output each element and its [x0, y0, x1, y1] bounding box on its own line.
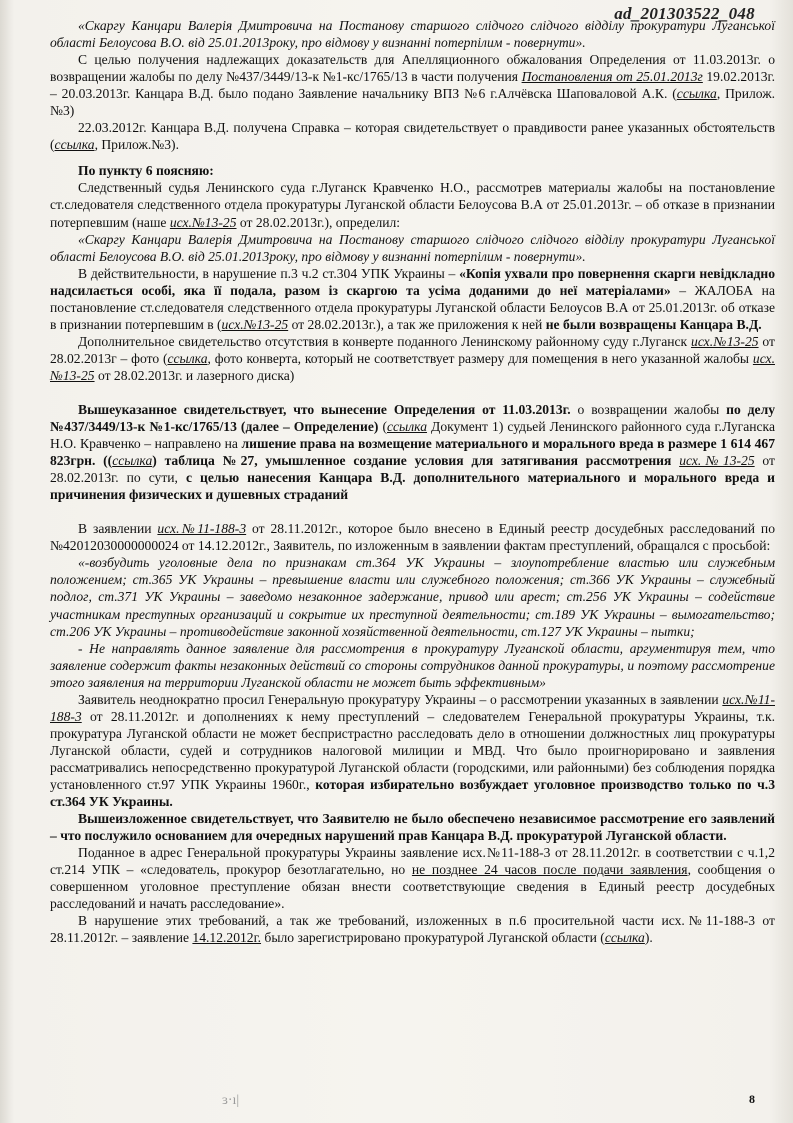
paragraph-statement-request: В заявлении исх.№11-188-3 от 28.11.2012г., которое было внесено в Единый реестр досудебных расследований по №42012030000000024 от 14.12.2012г., Заявитель, по изложенным в заявлении фактам преступлений, обращался с просьбой: — [50, 521, 776, 554]
quote-ukrainian-ruling: «Скаргу Канцари Валерія Дмитровича на Постанову старшого слідчого слідчого відділу прокуратури Луганської області Белоусова В.О. від 25.01.2013року, про відмову у визнанні потерпілим - повернути». — [50, 231, 775, 264]
outgoing-number-link[interactable]: исх.№13-25 — [221, 316, 289, 332]
quote-ukrainian: «Скаргу Канцари Валерія Дмитровича на Постанову старшого слідчого слідчого відділу прокуратури Луганської області Белоусова В.О. від 25.01.2013року, про відмову у визнанні потерпілим - повернути». — [50, 18, 775, 51]
outgoing-number-link[interactable]: исх.№11-188-3 — [157, 521, 247, 537]
outgoing-number-link[interactable]: исх.№13-25 — [50, 350, 775, 383]
quote-do-not-forward: - Не направлять данное заявление для рассмотрения в прокуратуру Луганской области, аргументируя тем, что заявление содержит факты незаконных действий со стороны сотрудников данной прокуратуры, и поэтому рассмотрение этого заявления на территории Луганской области не может быть эффективным» — [50, 640, 775, 690]
paragraph-appeal-evidence: С целью получения надлежащих доказательств для Апелляционного обжалования Определения от 11.03.2013г. о возвращении жалобы по делу №437/3449/13-к №1-кс/1765/13 в части получения Постановления от 25.01.2013г 19.02.2013г. – 20.03.2013г. Канцара В.Д. было подано Заявление начальнику ВПЗ №6 г.Алчёвска Шаповаловой А.К. (ссылка, Прилож.№3) — [50, 52, 776, 119]
paragraph-investigating-judge: Следственный судья Ленинского суда г.Луганск Кравченко Н.О., рассмотрев материалы жалобы на постановление ст.следователя следственного отдела прокуратуры Луганской области Белоусова В.А от 25.01.2013г. – об отказе в признании потерпевшим (наше исх.№13-25 от 28.02.2013г.), определил: — [50, 180, 775, 230]
section-heading-point-6: По пункту 6 поясняю: — [78, 163, 214, 179]
outgoing-number-link[interactable]: исх.№11-188-3 — [50, 691, 775, 724]
paragraph-conclusion-independence: Вышеизложенное свидетельствует, что Заявителю не было обеспечено независимое рассмотрение его заявлений – что послужило основанием для очередных нарушений прав Канцара В.Д. прокуратурой Луганской области. — [50, 811, 775, 844]
document-body — [50, 17, 775, 946]
reference-link[interactable]: ссылка — [604, 930, 645, 946]
reference-link[interactable]: ссылка — [676, 86, 717, 102]
resolution-link-text: Постановления от 25.01.2013г — [521, 69, 703, 85]
outgoing-number-link[interactable]: исх.№13-25 — [691, 333, 759, 349]
outgoing-number-link[interactable]: исх.№13-25 — [679, 453, 755, 469]
paragraph-conclusion-ruling: Вышеуказанное свидетельствует, что вынесение Определения от 11.03.2013г. о возвращении жалобы по делу №437/3449/13-к №1-кс/1765/13 (далее – Определение) (ссылка Документ 1) судьей Ленинского районного суда г.Луганска Н.О. Кравченко – направлено на лишение права на возмещение материального и морального вреда в размере 1 614 467 823грн. ((ссылка) таблица №27, умышленное создание условия для затягивания рассмотрения исх.№13-25 от 28.02.2013г. по сути, с целью нанесения Канцара В.Д. дополнительного материального и морального вреда и причинения физических и душевных страданий — [50, 401, 775, 503]
paragraph-registration-violation: В нарушение этих требований, а так же требований, изложенных в п.6 просительной части исх.№11-188-3 от 28.11.2012г. – заявление 14.12.2012г. было зарегистрировано прокуратурой Луганской области (ссылка). — [50, 913, 775, 946]
paragraph-certificate: 22.03.2012г. Канцара В.Д. получена Справка – которая свидетельствует о правдивости ранее указанных обстоятельств (ссылка, Прилож.№3). — [50, 120, 775, 153]
paragraph-general-prosecutor: Заявитель неоднократно просил Генеральную прокуратуру Украины – о рассмотрении указанных в заявлении исх.№11-188-3 от 28.11.2012г. и дополнениях к нему преступлений – следователем Генеральной прокуратуры Украины, т.к. прокуратура Луганской области не может беспристрастно расследовать дело в отношении должностных лиц прокуратуры Луганской области, судей и сотрудников налоговой милиции и МВД. Что было проигнорировано и заявления рассматривались непосредственно прокуратурой Луганской области (городскими, или районными) без соблюдения порядка установленного ст.97 УПК Украины 1960г., которая избирательно возбуждает уголовное производство только по ч.3 ст.364 УК Украины. — [50, 691, 775, 810]
outgoing-number-link[interactable]: исх.№13-25 — [169, 214, 237, 230]
paragraph-violation-304: В действительности, в нарушение п.3 ч.2 ст.304 УПК Украины – «Копія ухвали про повернення скарги невідкладно надсилається особі, яка її подала, разом із скаргою та усіма доданими до неї матеріалами» – ЖАЛОБА на постановление ст.следователя следственного отдела прокуратуры Луганской области Белоусов В.А от 25.01.2013г. об отказе в признании потерпевшим в (исх.№13-25 от 28.02.2013г.), а так же приложения к ней не были возвращены Канцара В.Д. — [50, 265, 776, 332]
paragraph-article-214: Поданное в адрес Генеральной прокуратуры Украины заявление исх.№11-188-3 от 28.11.2012г. в соответствии с ч.1,2 ст.214 УПК – «следователь, прокурор безотлагательно, но не позднее 24 часов после подачи заявления, сообщения о совершенном уголовное преступление обязан внести соответствующие сведения в Единый реестр досудебных расследований и начать расследование». — [50, 845, 776, 912]
page-number: 8 — [749, 1092, 755, 1106]
reference-link[interactable]: ссылка — [386, 419, 428, 435]
quote-criminal-articles: «-возбудить уголовные дела по признакам ст.364 УК Украины – злоупотребление властью или служебным положением; ст.365 УК Украины – превышение власти или служебного положения; ст.366 УК Украины – служебный подлог, ст.371 УК Украины – заведомо незаконное задержание, привод или арест; ст.256 УК Украины – содействие участникам преступных организаций и сокрытие их преступной деятельности; ст.189 УК Украины – вымогательство; ст.206 УК Украины – противодействие законной хозяйственной деятельности, ст.127 УК Украины – пытки; — [50, 555, 775, 639]
paragraph-envelope-evidence: Дополнительное свидетельство отсутствия в конверте поданного Ленинскому районному суду г.Луганск исх.№13-25 от 28.02.2013г – фото (ссылка, фото конверта, который не соответствует размеру для помещения в него указанной жалобы исх.№13-25 от 28.02.2013г. и лазерного диска) — [50, 333, 775, 383]
handwritten-mark: ɜ·ı| — [222, 1093, 240, 1108]
document-id-stamp: ad_201303522_048 — [614, 4, 755, 23]
reference-link[interactable]: ссылка — [167, 350, 208, 366]
reference-link[interactable]: ссылка — [54, 137, 95, 153]
reference-link[interactable]: ссылка — [112, 453, 153, 469]
